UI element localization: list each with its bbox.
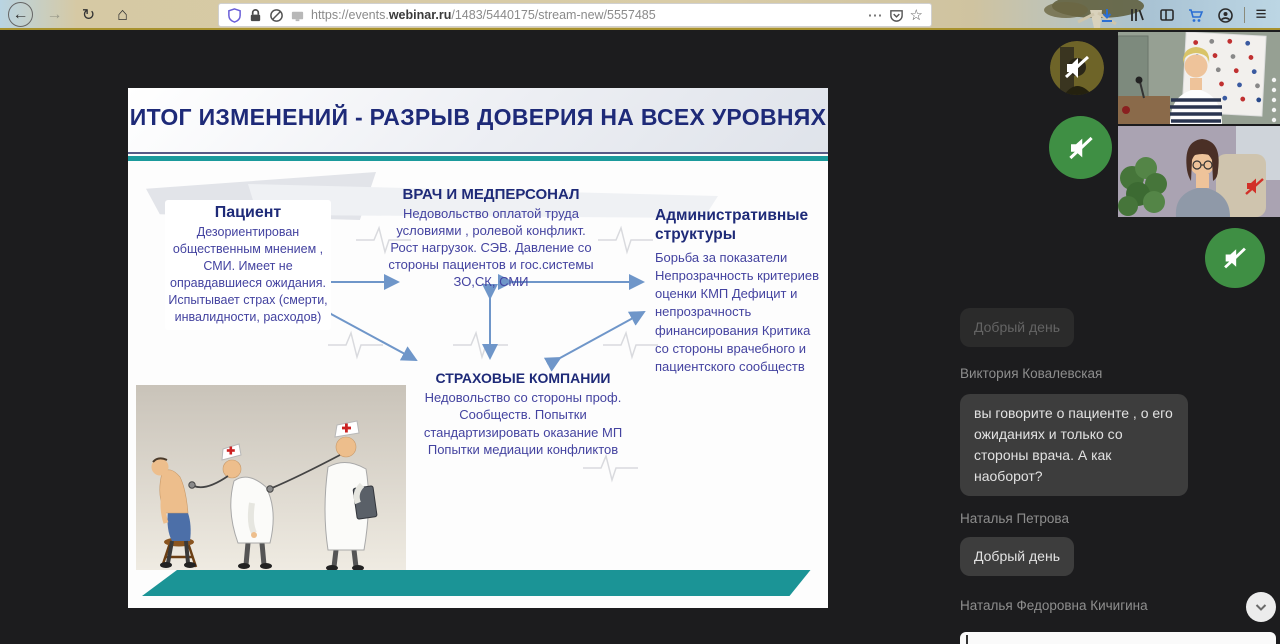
page-actions-icon[interactable]: ⋯	[867, 7, 883, 24]
autoplay-blocked-icon[interactable]	[269, 8, 284, 23]
lock-icon[interactable]	[248, 8, 263, 23]
back-button[interactable]: ←	[8, 2, 33, 27]
shopping-cart-icon[interactable]	[1184, 4, 1206, 26]
participant-avatar[interactable]	[1050, 41, 1104, 95]
chat-message: вы говорите о пациенте , о его ожиданиях и только со стороны врача. А как наоборот?	[960, 394, 1188, 496]
chat-message-faded: Добрый день	[960, 308, 1074, 347]
mute-toggle-button-1[interactable]	[1049, 116, 1112, 179]
speaker-muted-icon	[1066, 133, 1096, 163]
address-bar[interactable]	[218, 3, 932, 27]
block-patient-body: Дезориентирован общественным мнением , СМИ. Имеет не оправдавшиеся ожидания. Испытывает страх (смерти, инвалидности, расходов)	[168, 225, 328, 324]
tracking-protection-shield-icon[interactable]	[227, 8, 242, 23]
chat-input-field[interactable]	[960, 632, 1276, 644]
menu-hamburger-icon[interactable]: ≡	[1255, 4, 1267, 25]
url-text[interactable]: https://events.webinar.ru/1483/5440175/stream-new/5557485	[311, 8, 656, 22]
presentation-slide	[128, 88, 828, 608]
chat-scroll-to-bottom-button[interactable]	[1246, 592, 1276, 622]
reload-button[interactable]: ↻	[81, 6, 96, 24]
browser-toolbar	[0, 0, 1280, 30]
slide-title: ИТОГ ИЗМЕНЕНИЙ - РАЗРЫВ ДОВЕРИЯ НА ВСЕХ УРОВНЯХ	[129, 104, 827, 130]
webinar-stage	[0, 32, 1280, 640]
block-admin-title: Административные структуры	[655, 207, 809, 244]
block-administrative	[655, 206, 827, 376]
block-insurance-body: Недовольство со стороны проф. Сообществ. Попытки стандартизировать оказание МП Попытки медиации конфликтов	[423, 390, 623, 457]
speaker-muted-icon	[1221, 244, 1249, 272]
slide-bottom-ribbon	[128, 570, 828, 596]
pocket-icon[interactable]	[889, 8, 904, 23]
library-icon[interactable]	[1126, 4, 1148, 26]
forward-button[interactable]: →	[46, 5, 63, 23]
chat-author: Виктория Ковалевская	[960, 366, 1103, 381]
profile-account-icon[interactable]	[1214, 4, 1236, 26]
relation-arrows	[322, 282, 644, 360]
chevron-down-icon	[1253, 599, 1269, 615]
mute-toggle-button-2[interactable]	[1205, 228, 1265, 288]
chat-author: Наталья Петрова	[960, 511, 1069, 526]
block-admin-body: Борьба за показатели Непрозрачность критериев оценки КМП Дефицит и непрозрачность финансирования Критика со стороны врачебного и пациентского сообществ	[655, 249, 819, 374]
block-staff-title: ВРАЧ И МЕДПЕРСОНАЛ	[402, 186, 580, 203]
block-medical-staff	[384, 186, 598, 290]
downloads-icon[interactable]	[1096, 4, 1118, 26]
home-button[interactable]: ⌂	[117, 4, 128, 24]
block-insurance-title: СТРАХОВЫЕ КОМПАНИИ	[435, 370, 611, 386]
block-insurance	[416, 370, 630, 458]
bookmark-star-icon[interactable]: ☆	[909, 7, 923, 24]
sidebar-toggle-icon[interactable]	[1156, 4, 1178, 26]
doctors-cartoon-image	[136, 385, 406, 570]
toolbar-separator	[1244, 7, 1245, 23]
block-patient	[165, 200, 331, 330]
block-staff-body: Недовольство оплатой труда условиями , ролевой конфликт. Рост нагрузок. СЭВ. Давление со стороны пациентов и гос.системы ЗО,СК, СМИ	[388, 206, 594, 289]
chat-message: Добрый день	[960, 537, 1074, 576]
screenshare-icon[interactable]	[290, 8, 305, 23]
block-patient-title: Пациент	[214, 204, 282, 221]
video-thumbnail-speaker-2[interactable]	[1118, 126, 1280, 217]
chat-author: Наталья Федоровна Кичигина	[960, 598, 1148, 613]
video-thumbnail-speaker-1[interactable]	[1118, 32, 1280, 124]
